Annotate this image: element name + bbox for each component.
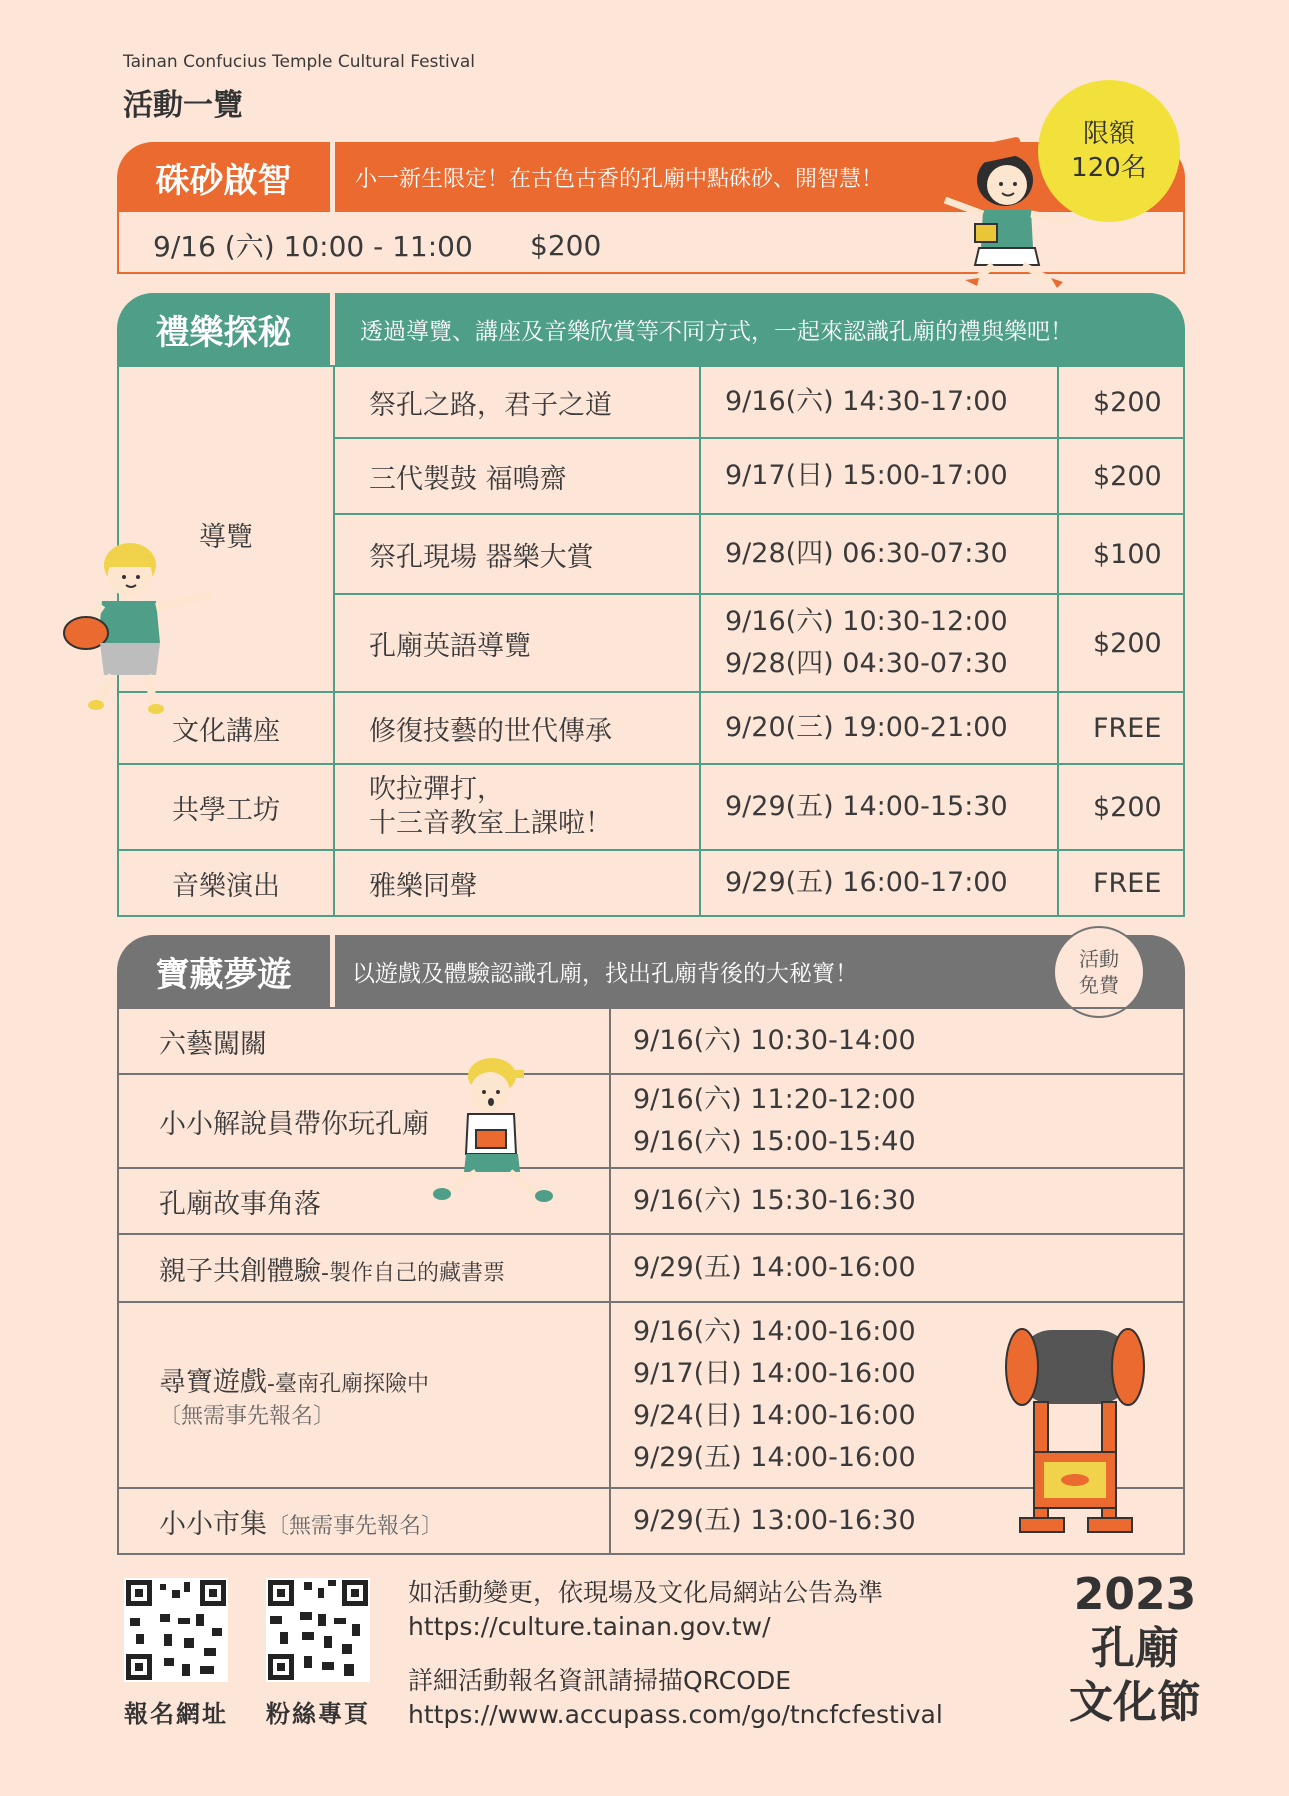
registration-qr-label: 報名網址 — [124, 1700, 228, 1728]
brand-name-line1: 孔廟 — [1091, 1623, 1179, 1674]
brand-name-line2: 文化節 — [1069, 1677, 1201, 1728]
event-date: 9/17(日) 15:00-17:00 — [700, 438, 1058, 514]
free-badge-line2: 免費 — [1079, 973, 1119, 997]
activity-date: 9/29(五) 13:00-16:30 — [610, 1488, 1184, 1554]
quota-badge-line1: 限額 — [1082, 119, 1135, 149]
qrcode-instruction-text: 詳細活動報名資訊請掃描QRCODE — [408, 1666, 791, 1695]
activity-subtitle: -製作自己的藏書票 — [321, 1260, 505, 1286]
table-row — [118, 1168, 1184, 1234]
table-row — [118, 366, 1184, 438]
event-price: FREE — [1058, 692, 1184, 764]
event-category: 共學工坊 — [118, 764, 334, 850]
activity-name: 親子共創體驗 — [159, 1255, 321, 1287]
event-date: 9/28(四) 04:30-07:30 — [725, 648, 1008, 679]
activity-name: 尋寶遊戲 — [159, 1367, 267, 1398]
change-notice-text: 如活動變更，依現場及文化局網站公告為準 — [408, 1578, 884, 1607]
event-price: $200 — [1058, 764, 1184, 850]
event-name-cell — [334, 764, 700, 850]
event-date: 9/16(六) 14:30-17:00 — [700, 366, 1058, 438]
section3-divider — [330, 935, 335, 1007]
footer-notice — [408, 1576, 943, 1732]
event-date: 9/28(四) 06:30-07:30 — [700, 514, 1058, 594]
tour-category-label: 導覽 — [199, 522, 253, 553]
table-row — [118, 692, 1184, 764]
activity-date: 9/16(六) 15:00-15:40 — [633, 1126, 916, 1157]
quota-badge — [1038, 80, 1180, 222]
event-name: 十三音教室上課啦！ — [369, 808, 612, 839]
activity-name: 小小市集 — [159, 1508, 267, 1540]
event-price: $100 — [1058, 514, 1184, 594]
section2-title: 禮樂探秘 — [155, 312, 292, 353]
activity-date-cell — [610, 1074, 1184, 1168]
activity-name-cell — [118, 1234, 610, 1302]
activity-date: 9/16(六) 14:00-16:00 — [633, 1316, 916, 1347]
quota-badge-line2: 120名 — [1071, 153, 1147, 183]
table-row — [118, 1234, 1184, 1302]
table-row — [118, 1074, 1184, 1168]
section2-description: 透過導覽、講座及音樂欣賞等不同方式，一起來認識孔廟的禮與樂吧！ — [360, 318, 1073, 345]
registration-qr-code-icon[interactable] — [124, 1578, 228, 1682]
accupass-link[interactable]: https://www.accupass.com/go/tncfcfestival — [408, 1700, 943, 1729]
event-price: $200 — [1058, 594, 1184, 692]
activity-name: 孔廟故事角落 — [118, 1168, 610, 1234]
section2-table — [117, 365, 1185, 917]
no-registration-note: 〔無需事先報名〕 — [267, 1513, 444, 1539]
festival-brand — [1050, 1568, 1220, 1730]
section1-price: $200 — [530, 228, 602, 262]
event-category: 音樂演出 — [118, 850, 334, 916]
event-date-cell — [700, 594, 1058, 692]
activity-name: 六藝闖關 — [118, 1008, 610, 1074]
section3-description: 以遊戲及體驗認識孔廟，找出孔廟背後的大秘寶！ — [352, 960, 858, 987]
fan-page-qr-label: 粉絲專頁 — [266, 1700, 370, 1728]
activity-name-cell — [118, 1302, 610, 1488]
event-price: $200 — [1058, 438, 1184, 514]
event-date: 9/20(三) 19:00-21:00 — [700, 692, 1058, 764]
activity-date: 9/16(六) 15:30-16:30 — [610, 1168, 1184, 1234]
table-row — [118, 1008, 1184, 1074]
section1-date: 9/16 (六) 10:00 - 11:00 — [153, 230, 473, 263]
culture-site-link[interactable]: https://culture.tainan.gov.tw/ — [408, 1612, 771, 1641]
activity-date: 9/16(六) 10:30-14:00 — [610, 1008, 1184, 1074]
section3-title: 寶藏夢遊 — [155, 954, 292, 995]
event-date: 9/16(六) 10:30-12:00 — [725, 606, 1008, 637]
free-activity-badge — [1053, 926, 1145, 1018]
event-date: 9/29(五) 14:00-15:30 — [700, 764, 1058, 850]
event-price: FREE — [1058, 850, 1184, 916]
english-subtitle: Tainan Confucius Temple Cultural Festival — [123, 52, 475, 72]
table-row — [118, 850, 1184, 916]
activity-date: 9/16(六) 11:20-12:00 — [633, 1084, 916, 1115]
event-name: 修復技藝的世代傳承 — [334, 692, 700, 764]
activity-name-cell — [118, 1488, 610, 1554]
activity-name: 小小解說員帶你玩孔廟 — [118, 1074, 610, 1168]
event-category: 文化講座 — [118, 692, 334, 764]
page-title: 活動一覽 — [123, 88, 243, 123]
section1-divider — [330, 142, 335, 212]
activity-date: 9/24(日) 14:00-16:00 — [633, 1400, 916, 1431]
event-date: 9/29(五) 16:00-17:00 — [700, 850, 1058, 916]
activity-date: 9/29(五) 14:00-16:00 — [633, 1442, 916, 1473]
drum-illustration-icon — [1000, 1322, 1150, 1540]
activity-date: 9/29(五) 14:00-16:00 — [610, 1234, 1184, 1302]
table-row — [118, 764, 1184, 850]
event-name: 三代製鼓 福鳴齋 — [334, 438, 700, 514]
section1-title: 硃砂啟智 — [155, 160, 292, 201]
fan-page-qr-code-icon[interactable] — [266, 1578, 370, 1682]
event-name: 祭孔現場 器樂大賞 — [334, 514, 700, 594]
event-price: $200 — [1058, 366, 1184, 438]
brand-year: 2023 — [1073, 1569, 1197, 1620]
event-name: 孔廟英語導覽 — [334, 594, 700, 692]
section2-divider — [330, 293, 335, 365]
free-badge-line1: 活動 — [1079, 947, 1119, 971]
event-name: 吹拉彈打， — [369, 774, 504, 805]
activity-subtitle: -臺南孔廟探險中 — [267, 1372, 429, 1397]
section1-description: 小一新生限定！在古色古香的孔廟中點硃砂、開智慧！ — [355, 166, 884, 192]
no-registration-note: 〔無需事先報名〕 — [159, 1404, 336, 1429]
event-name: 雅樂同聲 — [334, 850, 700, 916]
boy-pointing-illustration-icon — [52, 525, 222, 720]
activity-date: 9/17(日) 14:00-16:00 — [633, 1358, 916, 1389]
boy-reading-illustration-icon — [428, 1052, 558, 1212]
event-name: 祭孔之路，君子之道 — [334, 366, 700, 438]
